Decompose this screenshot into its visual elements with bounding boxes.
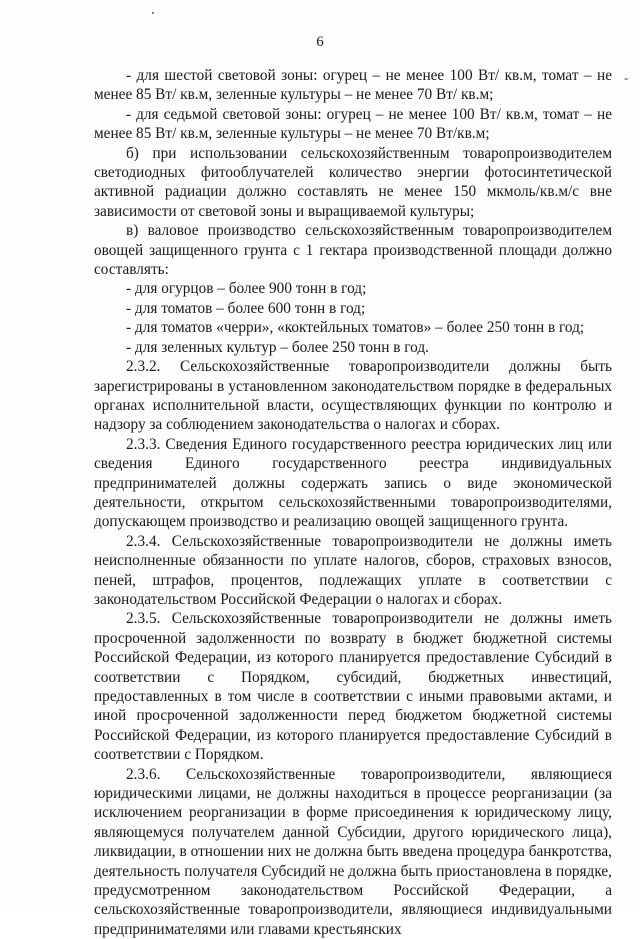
paragraph: - для шестой световой зоны: огурец – не менее 100 Вт/ кв.м, томат – не менее 85 Вт/ кв.м, зеленные культуры – не менее 70 Вт/ кв.м; — [94, 67, 612, 104]
clause-2-3-5: 2.3.5. Сельскохозяйственные товаропроизводители не должны иметь просроченной задолженности по возврату в бюджет бюджетной системы Российской Федерации, из которого планируется предоставление Субсидий в соответствии с Порядком, субсидий, бюджетных инвестиций, предоставленных в том числе в соответствии с иными правовыми актами, и иной просроченной задолженности перед бюджетом бюджетной системы Российской Федерации, из которого планируется предоставление Субсидий в соответствии с Порядком. — [94, 610, 612, 764]
body-text — [94, 66, 612, 939]
clause-2-3-4: 2.3.4. Сельскохозяйственные товаропроизводители не должны иметь неисполненные обязанности по уплате налогов, сборов, страховых взносов, пеней, штрафов, процентов, подлежащих уплате в соответствии с законодательством Российской Федерации о налогах и сборах. — [94, 532, 612, 608]
list-item: - для томатов «черри», «коктейльных томатов» – более 250 тонн в год; — [126, 319, 585, 337]
paragraph: б) при использовании сельскохозяйственным товаропроизводителем светодиодных фитооблучателей количество энергии фотосинтетической активной радиации должно составлять не менее 150 мкмоль/кв.м/с вне зависимости от световой зоны и выращиваемой культуры; — [94, 144, 612, 220]
scan-edge-mark: - — [624, 70, 629, 85]
clause-2-3-6: 2.3.6. Сельскохозяйственные товаропроизводители, являющиеся юридическими лицами, не должны находиться в процессе реорганизации (за исключением реорганизации в форме присоединения к юридическому лицу, являющемуся получателем данной Субсидии, другого юридического лица), ликвидации, в отношении них не должна быть введена процедура банкротства, деятельность получателя Субсидий не должна быть приостановлена в порядке, предусмотренном законодательством Российской Федерации, а сельскохозяйственные товаропроизводители, являющиеся индивидуальными предпринимателями или главами крестьянских — [94, 765, 612, 938]
list-item: - для томатов – более 600 тонн в год; — [126, 299, 366, 317]
clause-2-3-3: 2.3.3. Сведения Единого государственного реестра юридических лиц или сведения Единого государственного реестра индивидуальных предпринимателей должны содержать запись о виде экономической деятельности, открытом сельскохозяйственными товаропроизводителями, допускающем производство и реализацию овощей защищенного грунта. — [94, 435, 612, 531]
list-item: - для огурцов – более 900 тонн в год; — [126, 280, 367, 298]
paragraph: - для седьмой световой зоны: огурец – не менее 100 Вт/ кв.м, томат – не менее 85 Вт/ кв.м, зеленные культуры – не менее 70 Вт/кв.м; — [94, 105, 612, 143]
page-number: 6 — [316, 34, 324, 50]
clause-2-3-2: 2.3.2. Сельскохозяйственные товаропроизводители должны быть зарегистрированы в установленном законодательством порядке в федеральных органах исполнительной власти, осуществляющих функции по контролю и надзору за соблюдением законодательства о налогах и сборах. — [94, 358, 612, 434]
list-item: - для зеленных культур – более 250 тонн в год. — [126, 338, 429, 356]
scan-speck — [152, 12, 154, 14]
paragraph: в) валовое производство сельскохозяйственным товаропроизводителем овощей защищенного грунта с 1 гектара производственной площади должно составлять: — [94, 222, 612, 279]
